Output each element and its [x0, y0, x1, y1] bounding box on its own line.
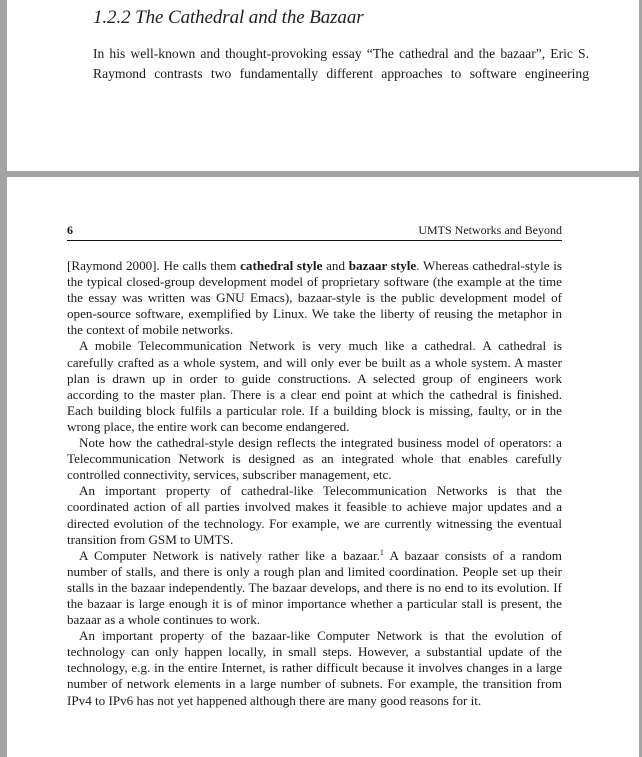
- text-run: [Raymond 2000]. He calls them: [67, 258, 241, 273]
- running-title: UMTS Networks and Beyond: [418, 223, 562, 237]
- paragraph: An important property of the bazaar-like Computer Network is that the evolution of technology can only happen locally, in small steps. However, a substantial update of the technology, e.g. in the entire Internet, is rather difficult because it involves changes in a large number of network elements in a large number of subnets. For example, the transition from IPv4 to IPv6 has not yet happened although there are many good reasons for it.: [67, 628, 562, 708]
- paragraph: [67, 258, 562, 338]
- paragraph: Note how the cathedral-style design reflects the integrated business model of operators: a Telecommunication Network is designed as an integrated whole that enables carefully controlled connectivity, services, subscriber management, etc.: [67, 435, 562, 483]
- paragraph: A mobile Telecommunication Network is very much like a cathedral. A cathedral is carefully crafted as a whole system, and will only ever be built as a whole system. A master plan is drawn up in order to guide constructions. A selected group of engineers work according to the master plan. There is a clear end point at which the cathedral is finished. Each building block fulfils a particular role. If a building block is missing, faulty, or in the wrong place, the entire work can become endangered.: [67, 338, 562, 434]
- footnote-marker[interactable]: 1: [379, 547, 384, 557]
- page-number: 6: [67, 223, 73, 237]
- intro-line: Raymond contrasts two fundamentally different approaches to software engineering: [93, 66, 589, 81]
- text-run: A bazaar consists of a random number of stalls, and there is only a rough plan and limited coordination. People set up their stalls in the bazaar independently. The bazaar develops, and there is no end to its evolution. If the bazaar is large enough it is of minor importance whether a particular stall is present, the bazaar as a whole continues to work.: [67, 547, 562, 628]
- section-heading: 1.2.2 The Cathedral and the Bazaar: [93, 7, 364, 28]
- paragraph: [67, 548, 562, 628]
- term-bazaar-style: bazaar style: [348, 258, 417, 273]
- intro-line: In his well-known and thought-provoking essay “The cathedral and the bazaar”, Eric S.: [93, 46, 589, 61]
- document-page-upper: [7, 0, 639, 171]
- running-header: [67, 223, 562, 241]
- paragraph: An important property of cathedral-like Telecommunication Networks is that the coordinated action of all parties involved makes it feasible to achieve major updates and a directed evolution of the technology. For example, we are currently witnessing the eventual transition from GSM to UMTS.: [67, 483, 562, 547]
- intro-paragraph: [93, 44, 589, 84]
- text-run: . Whereas cathedral-style is the typical closed-group development model of proprietary software (the example at the time the essay was written was GNU Emacs), bazaar-style is the public development model of open-source software, exemplified by Linux. We take the liberty of reusing the metaphor in the context of mobile networks.: [67, 258, 562, 338]
- body-text: [67, 258, 562, 709]
- document-page-lower: [7, 177, 639, 757]
- text-run: and: [322, 258, 349, 273]
- term-cathedral-style: cathedral style: [240, 258, 323, 273]
- text-run: A Computer Network is natively rather like a bazaar.: [79, 547, 380, 563]
